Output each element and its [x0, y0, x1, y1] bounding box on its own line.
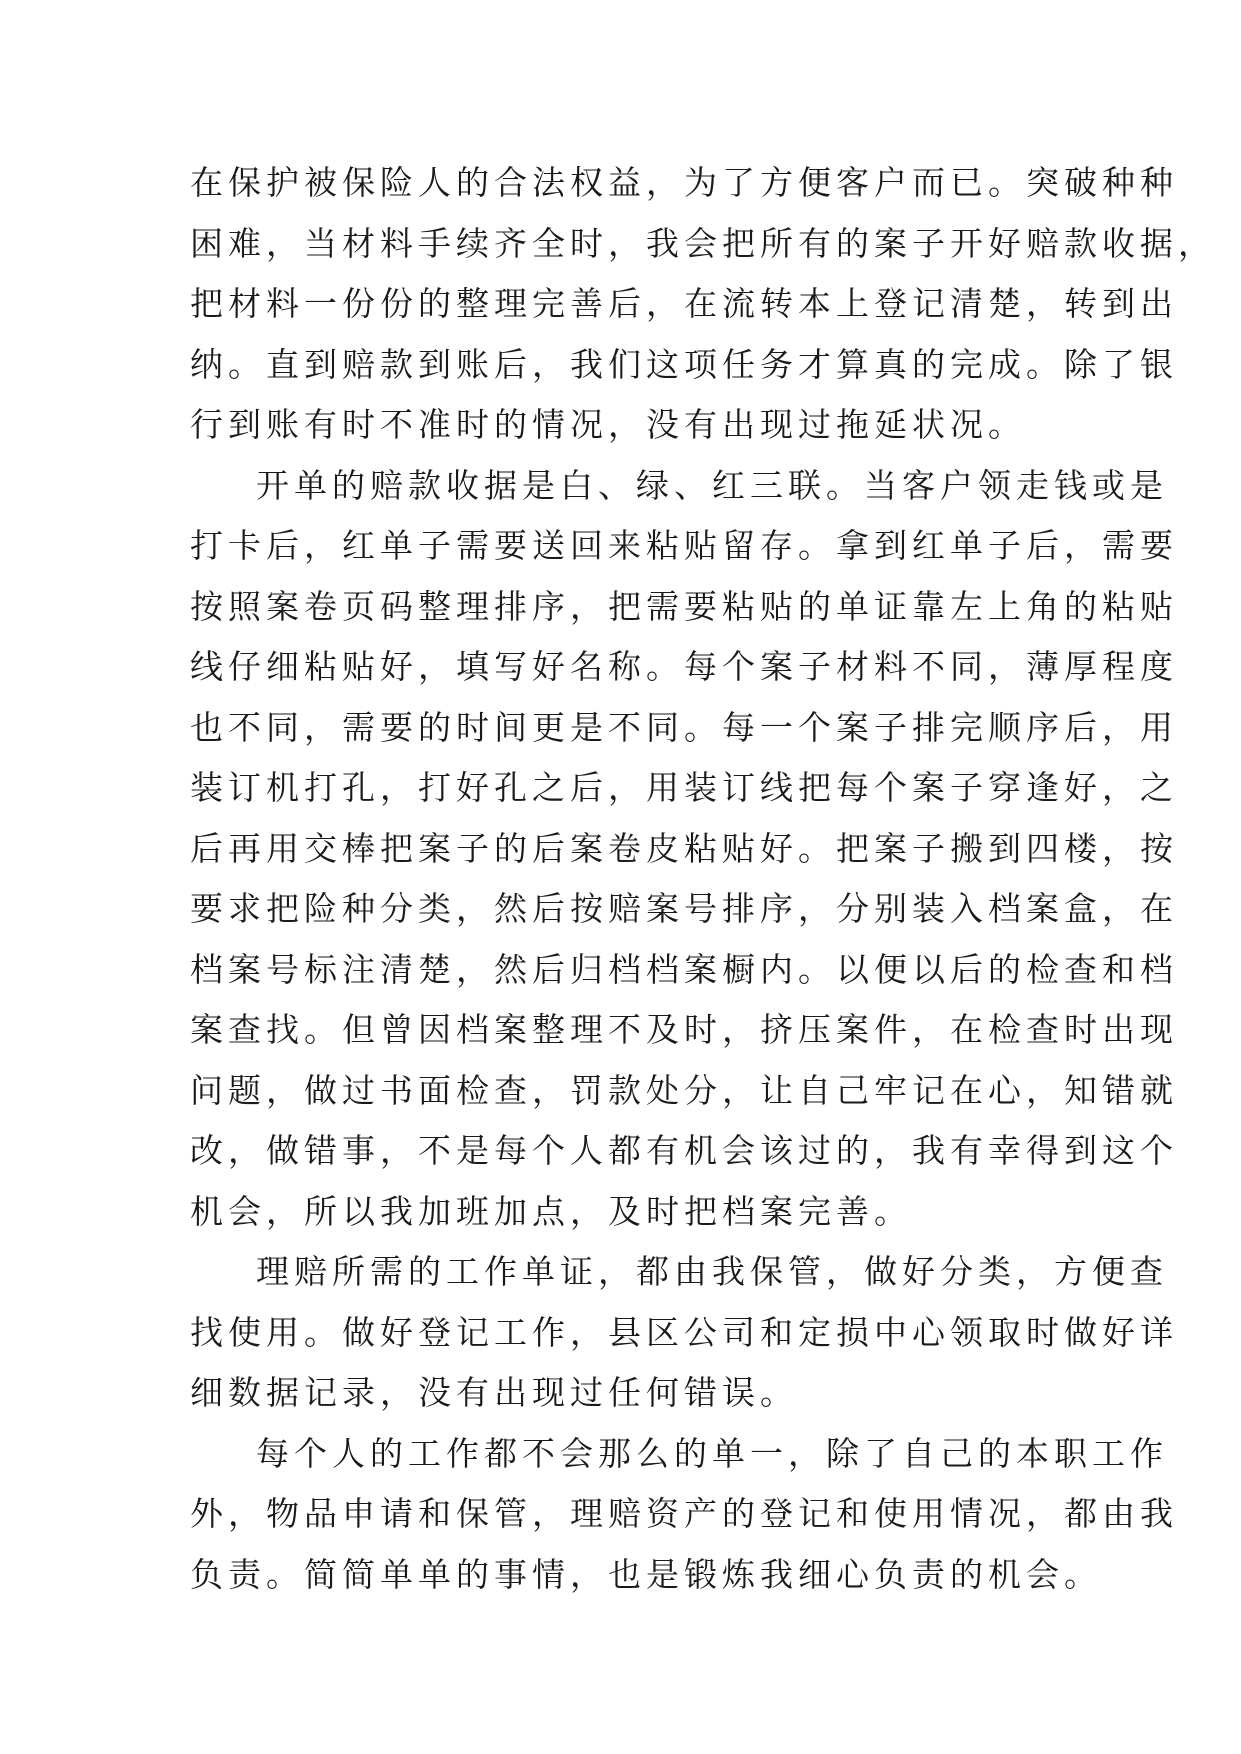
text-line: 要求把险种分类，然后按赔案号排序，分别装入档案盒，在	[190, 889, 1178, 928]
document-body	[190, 153, 1216, 1605]
text-line: 后再用交棒把案子的后案卷皮粘贴好。把案子搬到四楼，按	[190, 828, 1178, 868]
text-line: 纳。直到赔款到账后，我们这项任务才算真的完成。除了银	[190, 344, 1178, 384]
text-line: 细数据记录，没有出现过任何错误。	[190, 1373, 798, 1412]
text-line: 把材料一份份的整理完善后，在流转本上登记清楚，转到出	[190, 284, 1178, 323]
text-line: 问题，做过书面检查，罚款处分，让自己牢记在心，知错就	[190, 1070, 1178, 1110]
text-line: 改，做错事，不是每个人都有机会该过的，我有幸得到这个	[190, 1131, 1178, 1170]
text-line: 线仔细粘贴好，填写好名称。每个案子材料不同，薄厚程度	[190, 647, 1178, 686]
paragraph-start-line: 每个人的工作都不会那么的单一，除了自己的本职工作	[256, 1433, 1168, 1473]
text-line: 找使用。做好登记工作，县区公司和定损中心领取时做好详	[190, 1312, 1178, 1352]
paragraph-start-line: 理赔所需的工作单证，都由我保管，做好分类，方便查	[256, 1252, 1168, 1291]
text-line: 档案号标注清楚，然后归档档案橱内。以便以后的检查和档	[190, 949, 1178, 989]
paragraph-start-line: 开单的赔款收据是白、绿、红三联。当客户领走钱或是	[256, 465, 1168, 505]
text-line: 外，物品申请和保管，理赔资产的登记和使用情况，都由我	[190, 1494, 1178, 1533]
text-line: 打卡后，红单子需要送回来粘贴留存。拿到红单子后，需要	[190, 526, 1178, 565]
text-line: 在保护被保险人的合法权益，为了方便客户而已。突破种种	[190, 163, 1178, 202]
text-line: 负责。简简单单的事情，也是锻炼我细心负责的机会。	[190, 1554, 1102, 1594]
text-line: 也不同，需要的时间更是不同。每一个案子排完顺序后，用	[190, 707, 1178, 747]
text-line: 机会，所以我加班加点，及时把档案完善。	[190, 1191, 912, 1231]
text-line: 困难，当材料手续齐全时，我会把所有的案子开好赔款收据，	[190, 223, 1216, 263]
text-line: 按照案卷页码整理排序，把需要粘贴的单证靠左上角的粘贴	[190, 586, 1178, 626]
text-line: 行到账有时不准时的情况，没有出现过拖延状况。	[190, 405, 1026, 444]
text-line: 案查找。但曾因档案整理不及时，挤压案件，在检查时出现	[190, 1010, 1178, 1049]
text-line: 装订机打孔，打好孔之后，用装订线把每个案子穿逢好，之	[190, 768, 1178, 807]
